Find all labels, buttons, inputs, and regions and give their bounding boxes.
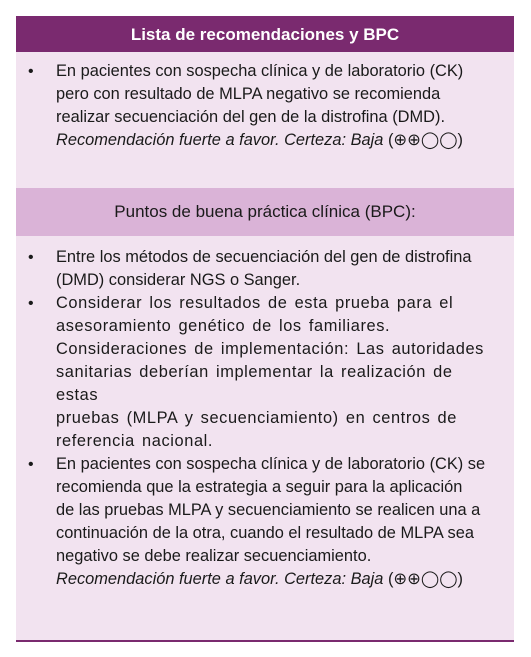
certainty-symbols: (⊕⊕◯◯) xyxy=(383,131,464,149)
recommendation-line: realizar secuenciación del gen de la distrofina (DMD). xyxy=(56,108,446,126)
implementation-line: pruebas (MLPA y secuenciamiento) en centros de xyxy=(56,409,457,427)
recommendation-item xyxy=(28,60,500,152)
bpc-line: negativo se debe realizar secuenciamiento. xyxy=(56,547,372,565)
bpc-line: Entre los métodos de secuenciación del gen de distrofina xyxy=(56,248,472,266)
recommendation-section xyxy=(16,52,514,188)
bpc-item-text xyxy=(56,292,500,453)
bullet-icon: • xyxy=(28,295,34,312)
bpc-line: En pacientes con sospecha clínica y de laboratorio (CK) se xyxy=(56,455,486,473)
recommendation-strength xyxy=(56,129,500,152)
bpc-item-text xyxy=(56,453,500,591)
recommendation-line: En pacientes con sospecha clínica y de laboratorio (CK) xyxy=(56,62,464,80)
recommendation-text xyxy=(56,60,500,152)
bpc-line: asesoramiento genético de los familiares. xyxy=(56,317,391,335)
recommendation-line: pero con resultado de MLPA negativo se recomienda xyxy=(56,85,441,103)
bpc-item-text xyxy=(56,246,500,292)
certainty-symbols: (⊕⊕◯◯) xyxy=(383,570,464,588)
bpc-line: recomienda que la estrategia a seguir para la aplicación xyxy=(56,478,463,496)
strength-label: Recomendación fuerte a favor. Certeza: Baja xyxy=(56,131,384,149)
implementation-line: sanitarias deberían implementar la realización de estas xyxy=(56,363,453,404)
bullet-icon: • xyxy=(28,249,34,266)
bpc-section xyxy=(16,236,514,640)
bpc-title-text: Puntos de buena práctica clínica (BPC): xyxy=(114,202,416,221)
bullet-icon: • xyxy=(28,63,34,80)
bpc-strength xyxy=(56,568,500,591)
table-title: Lista de recomendaciones y BPC xyxy=(130,25,400,44)
bpc-line: continuación de la otra, cuando el resultado de MLPA sea xyxy=(56,524,474,542)
bullet-icon: • xyxy=(28,456,34,473)
recommendations-table xyxy=(16,16,514,642)
implementation-line: Consideraciones de implementación: Las autoridades xyxy=(56,340,484,358)
bpc-line: (DMD) considerar NGS o Sanger. xyxy=(56,271,301,289)
bpc-item xyxy=(28,246,500,292)
bpc-item xyxy=(28,292,500,453)
bpc-item xyxy=(28,453,500,591)
bpc-section-title xyxy=(16,188,514,236)
bpc-line: de las pruebas MLPA y secuenciamiento se realicen una a xyxy=(56,501,481,519)
bpc-line: Considerar los resultados de esta prueba para el xyxy=(56,294,454,312)
implementation-line: referencia nacional. xyxy=(56,432,214,450)
strength-label: Recomendación fuerte a favor. Certeza: Baja xyxy=(56,570,384,588)
table-header xyxy=(16,18,514,52)
